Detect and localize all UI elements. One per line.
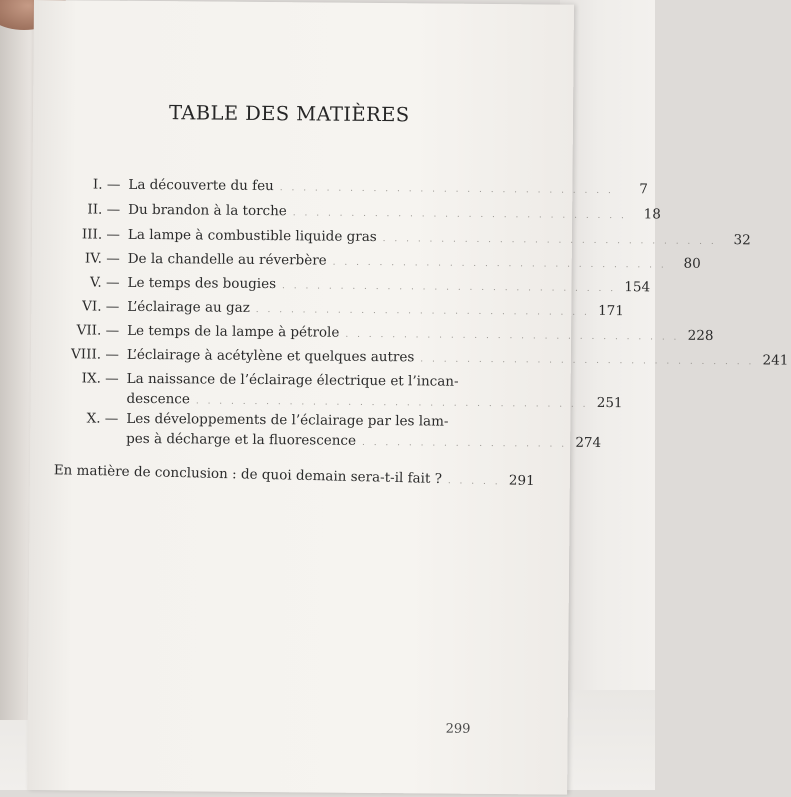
toc-entry [52, 370, 623, 414]
chapter-title: La découverte du feu [128, 176, 274, 195]
chapter-title: Le temps de la lampe à pétrole [127, 322, 340, 341]
book-page [27, 0, 789, 795]
leader-dots: . . . . . . . . . . . . . . . . . . . . . . . . . . . . . [279, 183, 614, 197]
chapter-page: 228 [687, 327, 714, 344]
chapter-title: Le temps des bougies [127, 274, 277, 293]
chapter-title: De la chandelle au réverbère [127, 250, 327, 269]
chapter-title-continued: pes à décharge et la fluorescence [126, 430, 357, 449]
conclusion-page: 291 [508, 472, 535, 490]
chapter-title: La lampe à combustible liquide gras [127, 226, 377, 245]
leader-dots: . . . . . [447, 476, 501, 488]
leader-dots: . . . . . . . . . . . . . . . . . . . . . . . . . . . . . . . . . . [195, 396, 589, 410]
chapter-page: 251 [596, 394, 623, 412]
leader-dots: . . . . . . . . . . . . . . . . . . . . . . . . . . . . . [255, 304, 590, 318]
chapter-page: 7 [639, 181, 648, 198]
leader-dots: . . . . . . . . . . . . . . . . . . . . . . . . . . . . . [345, 329, 680, 343]
chapter-page: 171 [598, 302, 624, 320]
chapter-number: III. — [81, 226, 121, 243]
leader-dots: . . . . . . . . . . . . . . . . . . . . . . . . . . . . . [332, 257, 667, 271]
conclusion-title: En matière de conclusion : de quoi demain sera-t-il fait ? [53, 462, 443, 487]
toc-conclusion-entry [53, 462, 535, 490]
chapter-number: II. — [87, 201, 121, 218]
chapter-title: La naissance de l’éclairage électrique et l’incan- [126, 370, 459, 390]
toc-entry [54, 201, 661, 227]
chapter-title: Du brandon à la torche [128, 201, 287, 220]
chapter-number: IV. — [84, 250, 120, 267]
chapter-title: Les développements de l’éclairage par les lam- [126, 410, 449, 430]
toc-entry [54, 226, 751, 252]
chapter-page: 274 [575, 434, 602, 451]
chapter-number: X. — [86, 410, 119, 427]
chapter-title: L’éclairage à acétylène et quelques autres [126, 346, 415, 366]
toc-entry [53, 274, 651, 300]
leader-dots: . . . . . . . . . . . . . . . . . . . . . . . . . . . . . [281, 281, 617, 295]
chapter-page: 18 [643, 206, 661, 223]
chapter-page: 154 [624, 279, 651, 296]
chapter-number: I. — [92, 176, 121, 193]
chapter-number: IX. — [81, 370, 119, 387]
toc-entry [54, 250, 701, 276]
toc-entry [52, 410, 602, 454]
toc-title: TABLE DES MATIÈRES [168, 101, 410, 127]
toc-entry [53, 298, 624, 324]
chapter-title: L’éclairage au gaz [127, 298, 250, 316]
chapter-page: 241 [762, 352, 789, 369]
chapter-number: VI. — [82, 298, 120, 315]
chapter-title-continued: descence [126, 390, 190, 408]
leader-dots: . . . . . . . . . . . . . . . . . . . . . . . . . . . . . [382, 234, 717, 247]
chapter-page: 32 [733, 232, 751, 249]
leader-dots: . . . . . . . . . . . . . . . . . . [361, 437, 568, 450]
chapter-number: VII. — [76, 322, 120, 339]
chapter-number: V. — [89, 274, 120, 291]
leader-dots: . . . . . . . . . . . . . . . . . . . . . . . . . . . . . [292, 208, 627, 222]
toc-entry [53, 346, 789, 372]
chapter-number: VIII. — [70, 346, 119, 363]
page-number: 299 [445, 721, 471, 737]
chapter-page: 80 [683, 255, 701, 272]
leader-dots: . . . . . . . . . . . . . . . . . . . . . . . . . . . . . [420, 354, 755, 368]
toc-entry [53, 322, 714, 348]
toc-entry [54, 176, 648, 202]
